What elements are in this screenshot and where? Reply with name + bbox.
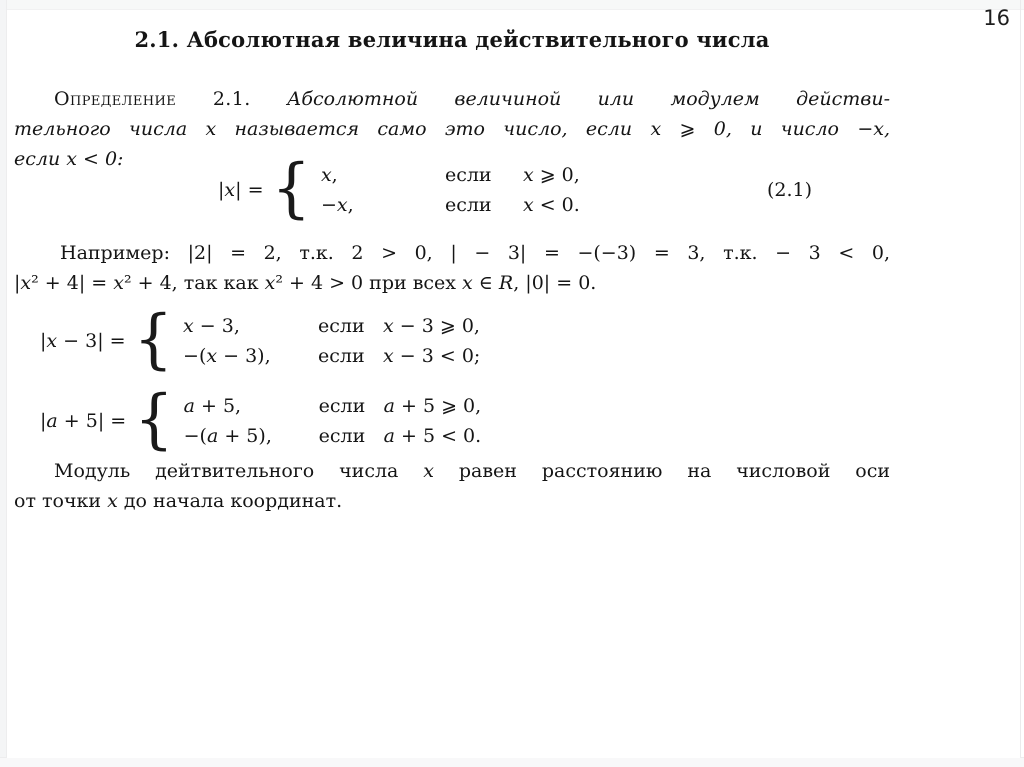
equation-abs-a-plus-5 <box>14 380 890 457</box>
canvas-top-margin <box>0 0 1024 10</box>
slide-canvas <box>7 6 1020 758</box>
case-condition: a + 5 < 0. <box>383 425 482 447</box>
case-keyword: если <box>318 425 366 447</box>
cases-brace-icon: { <box>271 149 311 226</box>
example-paragraph <box>14 238 890 298</box>
case-expression: −(x − 3), <box>183 345 271 367</box>
cases-brace-icon: { <box>134 380 174 457</box>
cases-brace-icon: { <box>133 300 174 377</box>
example-line-2: |x² + 4| = x² + 4, так как x² + 4 > 0 при всех x ∈ R, |0| = 0. <box>14 272 597 294</box>
definition-line-1: Определение 2.1. Абсолютной величиной или модулем действи- <box>54 88 890 110</box>
equation-abs-x-minus-3 <box>14 300 890 377</box>
case-expression: x, <box>320 164 338 186</box>
definition-line-3: если x < 0: <box>14 148 124 170</box>
equation-2-1 <box>14 149 890 226</box>
slide-title: 2.1. Абсолютная величина действительного числа <box>134 27 770 52</box>
case-keyword: если <box>318 345 365 367</box>
equation-number: (2.1) <box>766 179 812 201</box>
case-condition: x − 3 < 0; <box>383 345 481 367</box>
case-keyword: если <box>444 194 492 216</box>
case-condition: x ⩾ 0, <box>522 164 580 186</box>
equation-2-1-cases <box>321 160 580 220</box>
equation-cases <box>183 311 480 371</box>
closing-line-1: Модуль дейтвительного числа x равен расстоянию на числовой оси <box>54 460 891 482</box>
canvas-bottom-margin <box>0 757 1024 767</box>
canvas-left-margin <box>0 0 7 767</box>
example-line-1: Например: |2| = 2, т.к. 2 > 0, | − 3| = −(−3) = 3, т.к. − 3 < 0, <box>60 242 890 264</box>
case-condition: x < 0. <box>522 194 580 216</box>
case-expression: −x, <box>320 194 354 216</box>
equation-lhs: |x − 3| = <box>40 330 126 352</box>
case-keyword: если <box>444 164 492 186</box>
equation-cases <box>184 391 482 451</box>
closing-line-2: от точки x до начала координат. <box>14 490 343 512</box>
equation-lhs: |a + 5| = <box>40 410 127 432</box>
closing-paragraph <box>14 456 890 516</box>
case-condition: a + 5 ⩾ 0, <box>383 395 482 417</box>
case-condition: x − 3 ⩾ 0, <box>383 315 480 337</box>
case-expression: a + 5, <box>183 395 242 417</box>
case-expression: −(a + 5), <box>183 425 272 447</box>
case-keyword: если <box>318 315 365 337</box>
page-number: 16 <box>983 6 1010 30</box>
case-keyword: если <box>318 395 366 417</box>
definition-line-2: тельного числа x называется само это число, если x ⩾ 0, и число −x, <box>14 118 890 140</box>
case-expression: x − 3, <box>183 315 240 337</box>
equation-2-1-lhs: |x| = <box>218 179 264 201</box>
canvas-right-margin <box>1020 0 1021 767</box>
